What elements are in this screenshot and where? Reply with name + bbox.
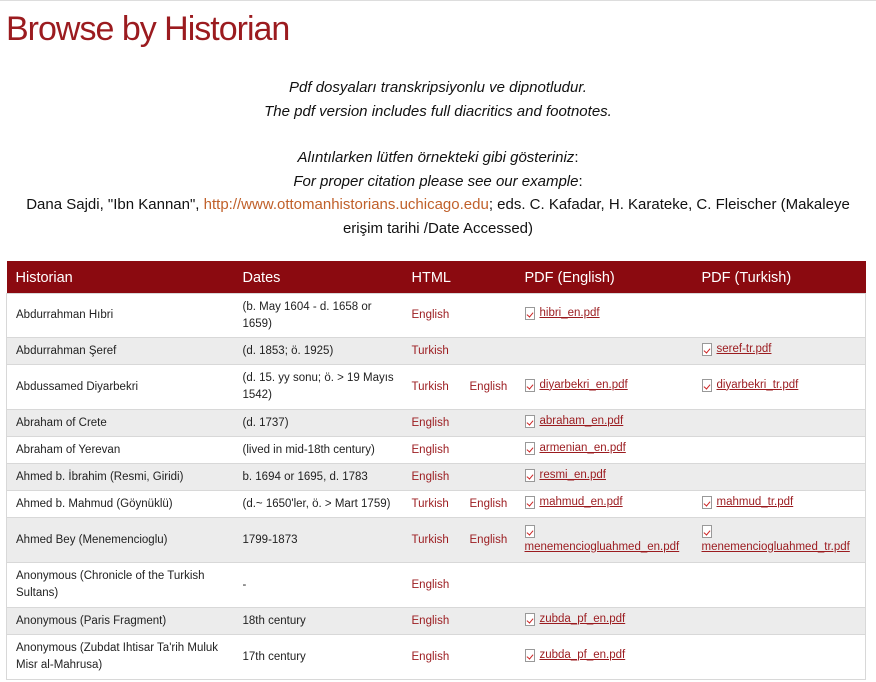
intro-line-tr-pdf: Pdf dosyaları transkripsiyonlu ve dipnotludur. xyxy=(289,79,587,96)
historian-dates: 18th century xyxy=(234,608,403,635)
pdf-file-icon xyxy=(525,379,535,392)
historians-table xyxy=(6,261,866,680)
html-link-turkish[interactable]: Turkish xyxy=(411,344,449,357)
pdf-turkish-cell xyxy=(693,635,866,680)
pdf-file-icon xyxy=(525,649,535,662)
historian-dates: - xyxy=(234,563,403,608)
pdf-english-cell xyxy=(516,365,693,410)
table-row xyxy=(7,608,866,635)
table-row xyxy=(7,437,866,464)
pdf-english-filename: resmi_en.pdf xyxy=(539,468,606,481)
intro-citation-tr-text: Alıntılarken lütfen örnekteki gibi gösteriniz xyxy=(297,149,575,166)
column-header-pdf-turkish: PDF (Turkish) xyxy=(693,262,866,294)
html-links-cell xyxy=(403,338,516,365)
html-links xyxy=(412,469,516,486)
pdf-turkish-cell xyxy=(693,518,866,563)
pdf-english-link[interactable] xyxy=(525,647,626,664)
html-link-turkish[interactable]: Turkish xyxy=(411,380,449,393)
table-row xyxy=(7,635,866,680)
citation-text-before: Dana Sajdi, "Ibn Kannan", xyxy=(26,196,204,213)
historian-dates: (b. May 1604 - d. 1658 or 1659) xyxy=(234,294,403,338)
pdf-turkish-cell xyxy=(693,338,866,365)
pdf-turkish-filename: seref-tr.pdf xyxy=(716,342,772,355)
pdf-turkish-cell xyxy=(693,410,866,437)
historian-dates: (d. 1853; ö. 1925) xyxy=(234,338,403,365)
pdf-english-link[interactable] xyxy=(525,377,628,394)
intro-line-tr-citation xyxy=(0,146,876,170)
historian-name: Abraham of Yerevan xyxy=(7,437,234,464)
html-links-cell xyxy=(403,608,516,635)
citation-text-after: ; eds. C. Kafadar, H. Karateke, C. Fleischer (Makaleye erişim tarihi /Date Accessed) xyxy=(342,196,850,237)
pdf-english-link[interactable] xyxy=(525,305,600,322)
pdf-turkish-filename: mahmud_tr.pdf xyxy=(716,495,794,508)
table-header-row xyxy=(7,262,866,294)
html-link-english[interactable]: English xyxy=(411,578,450,591)
html-links xyxy=(412,649,516,666)
html-link-english[interactable]: English xyxy=(469,533,508,546)
html-links-cell xyxy=(403,365,516,410)
historian-name: Abdussamed Diyarbekri xyxy=(7,365,234,410)
table-row xyxy=(7,338,866,365)
html-links xyxy=(412,307,516,324)
pdf-english-link[interactable] xyxy=(525,611,626,628)
pdf-english-link[interactable] xyxy=(525,467,606,484)
html-links xyxy=(412,379,516,396)
pdf-turkish-link[interactable] xyxy=(702,341,772,358)
pdf-file-icon xyxy=(525,525,535,538)
pdf-english-cell xyxy=(516,437,693,464)
pdf-english-filename: diyarbekri_en.pdf xyxy=(539,378,628,391)
html-link-english[interactable]: English xyxy=(411,309,450,321)
html-links xyxy=(412,496,516,513)
historian-dates: (d. 15. yy sonu; ö. > 19 Mayıs 1542) xyxy=(234,365,403,410)
html-link-english[interactable]: English xyxy=(411,416,450,429)
html-link-english[interactable]: English xyxy=(469,380,508,393)
column-header-pdf-english: PDF (English) xyxy=(516,262,693,294)
table-body xyxy=(7,294,866,680)
pdf-english-filename: armenian_en.pdf xyxy=(539,441,626,454)
html-links xyxy=(412,343,516,360)
pdf-turkish-cell xyxy=(693,464,866,491)
citation-link[interactable]: http://www.ottomanhistorians.uchicago.edu xyxy=(203,196,489,213)
html-link-turkish[interactable]: Turkish xyxy=(411,533,449,546)
intro-citation-en-text: For proper citation please see our example xyxy=(293,172,579,190)
html-link-english[interactable]: English xyxy=(411,443,450,456)
pdf-english-cell xyxy=(516,563,693,608)
pdf-turkish-cell xyxy=(693,294,866,338)
pdf-english-link[interactable] xyxy=(525,440,626,457)
html-links-cell xyxy=(403,464,516,491)
page-title: Browse by Historian xyxy=(6,10,290,48)
html-links xyxy=(412,415,516,432)
pdf-english-link[interactable] xyxy=(525,525,680,556)
intro-line-en-pdf: The pdf version includes full diacritics and footnotes. xyxy=(264,102,612,120)
html-links-cell xyxy=(403,491,516,518)
historian-dates: 17th century xyxy=(234,635,403,680)
pdf-english-cell xyxy=(516,608,693,635)
pdf-file-icon xyxy=(525,613,535,626)
top-divider xyxy=(0,0,876,1)
pdf-turkish-filename: diyarbekri_tr.pdf xyxy=(716,378,799,391)
pdf-turkish-cell xyxy=(693,608,866,635)
html-link-english[interactable]: English xyxy=(411,614,450,627)
historian-name: Anonymous (Zubdat Ihtisar Ta'rih Muluk Misr al-Mahrusa) xyxy=(7,635,234,680)
intro-citation-en-colon: : xyxy=(578,172,583,190)
pdf-file-icon xyxy=(702,496,712,509)
html-links xyxy=(412,577,516,594)
pdf-file-icon xyxy=(525,496,535,509)
intro-spacer xyxy=(0,123,876,146)
historian-name: Abdurrahman Şeref xyxy=(7,338,234,365)
intro-citation-tr-colon: : xyxy=(574,149,579,166)
html-links xyxy=(412,532,516,549)
pdf-turkish-filename: menemenciogluahmed_tr.pdf xyxy=(701,540,850,553)
historian-name: Anonymous (Chronicle of the Turkish Sultans) xyxy=(7,563,234,608)
pdf-english-filename: abraham_en.pdf xyxy=(539,414,624,427)
table-row xyxy=(7,365,866,410)
pdf-english-filename: mahmud_en.pdf xyxy=(539,495,623,508)
pdf-english-cell xyxy=(516,294,693,338)
citation-example xyxy=(0,193,876,240)
historian-dates: (lived in mid-18th century) xyxy=(234,437,403,464)
column-header-historian: Historian xyxy=(7,262,234,294)
pdf-english-cell xyxy=(516,410,693,437)
html-link-english[interactable]: English xyxy=(411,650,450,663)
html-links-cell xyxy=(403,437,516,464)
html-links-cell xyxy=(403,518,516,563)
table-row xyxy=(7,563,866,608)
historian-dates: (d.~ 1650'ler, ö. > Mart 1759) xyxy=(234,491,403,518)
html-link-english[interactable]: English xyxy=(411,470,450,483)
pdf-english-link[interactable] xyxy=(525,494,623,511)
html-links xyxy=(412,442,516,459)
pdf-english-filename: hibri_en.pdf xyxy=(539,307,600,319)
pdf-english-filename: zubda_pf_en.pdf xyxy=(539,648,626,661)
pdf-turkish-link[interactable] xyxy=(702,494,794,511)
historian-name: Abdurrahman Hıbri xyxy=(7,294,234,338)
intro-notes xyxy=(0,76,876,240)
pdf-file-icon xyxy=(702,379,712,392)
historian-dates: b. 1694 or 1695, d. 1783 xyxy=(234,464,403,491)
pdf-file-icon xyxy=(525,307,535,320)
historian-name: Ahmed b. Mahmud (Göynüklü) xyxy=(7,491,234,518)
historian-name: Ahmed b. İbrahim (Resmi, Giridi) xyxy=(7,464,234,491)
table-row xyxy=(7,294,866,338)
historian-name: Anonymous (Paris Fragment) xyxy=(7,608,234,635)
pdf-english-filename: zubda_pf_en.pdf xyxy=(539,612,626,625)
pdf-english-cell xyxy=(516,338,693,365)
intro-line-en-citation xyxy=(0,170,876,194)
historian-name: Abraham of Crete xyxy=(7,410,234,437)
column-header-dates: Dates xyxy=(234,262,403,294)
table-row xyxy=(7,491,866,518)
pdf-english-cell xyxy=(516,464,693,491)
pdf-turkish-link[interactable] xyxy=(702,377,799,394)
pdf-english-filename: menemenciogluahmed_en.pdf xyxy=(524,540,680,553)
pdf-turkish-cell xyxy=(693,365,866,410)
pdf-english-cell xyxy=(516,635,693,680)
html-links-cell xyxy=(403,410,516,437)
pdf-english-cell xyxy=(516,518,693,563)
table-row xyxy=(7,464,866,491)
pdf-turkish-link[interactable] xyxy=(702,525,850,556)
html-links-cell xyxy=(403,294,516,338)
pdf-file-icon xyxy=(525,415,535,428)
historian-name: Ahmed Bey (Menemencioglu) xyxy=(7,518,234,563)
historian-dates: (d. 1737) xyxy=(234,410,403,437)
pdf-file-icon xyxy=(525,442,535,455)
html-link-english[interactable]: English xyxy=(469,497,508,510)
pdf-turkish-cell xyxy=(693,563,866,608)
html-links-cell xyxy=(403,635,516,680)
table-row xyxy=(7,518,866,563)
column-header-html: HTML xyxy=(403,262,516,294)
html-links xyxy=(412,613,516,630)
pdf-file-icon xyxy=(525,469,535,482)
pdf-english-link[interactable] xyxy=(525,413,624,430)
historian-dates: 1799-1873 xyxy=(234,518,403,563)
html-link-turkish[interactable]: Turkish xyxy=(411,497,449,510)
table-row xyxy=(7,410,866,437)
pdf-file-icon xyxy=(702,525,712,538)
pdf-turkish-cell xyxy=(693,437,866,464)
pdf-english-cell xyxy=(516,491,693,518)
html-links-cell xyxy=(403,563,516,608)
pdf-file-icon xyxy=(702,343,712,356)
pdf-turkish-cell xyxy=(693,491,866,518)
